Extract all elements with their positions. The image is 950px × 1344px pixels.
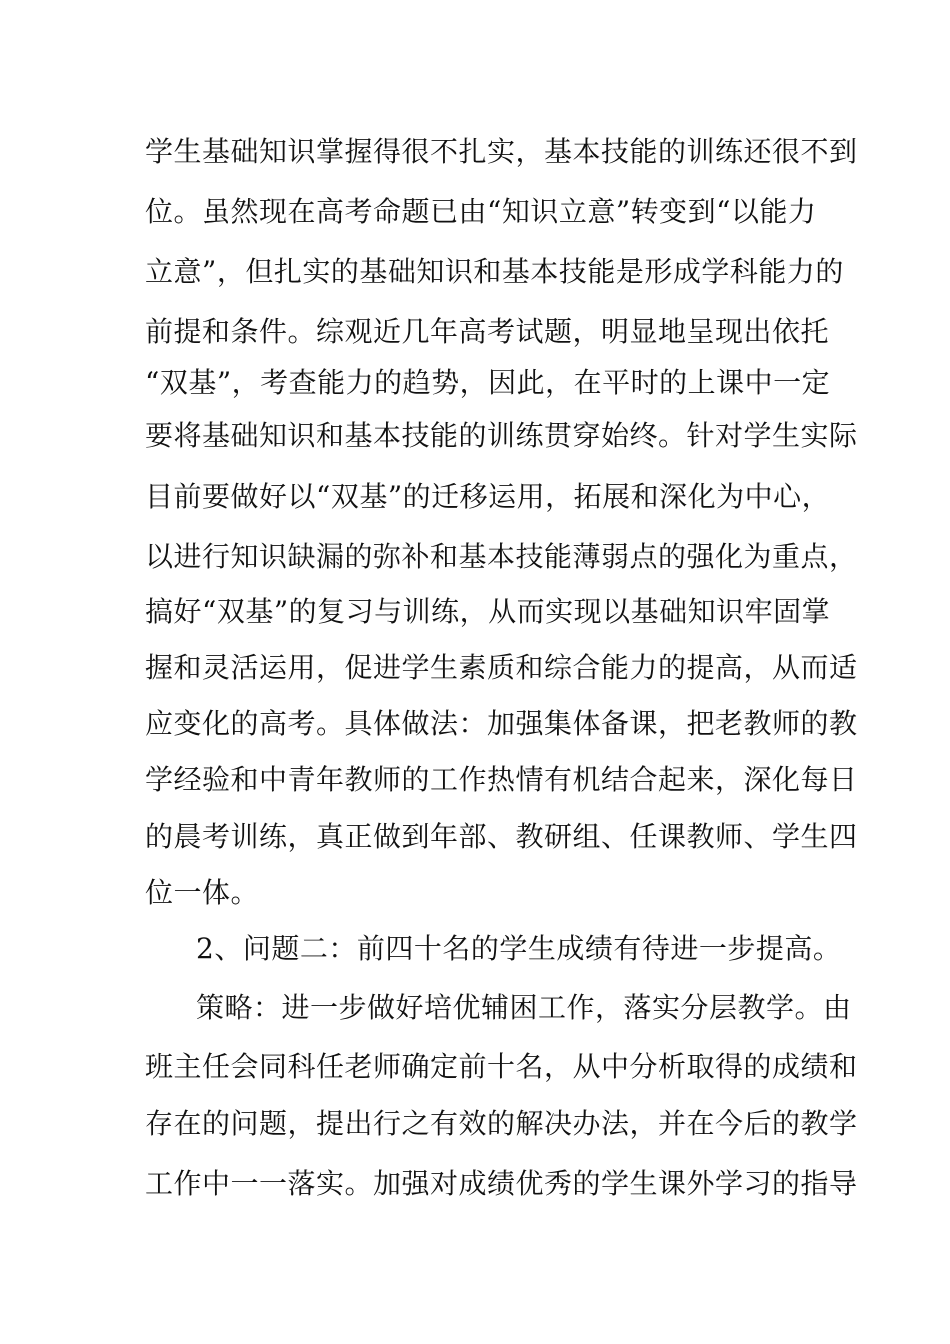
text-line: 学经验和中青年教师的工作热情有机结合起来，深化每日 xyxy=(145,763,858,796)
text-line: 班主任会同科任老师确定前十名，从中分析取得的成绩和 xyxy=(145,1050,858,1083)
text-line: 位。虽然现在高考命题已由“知识立意”转变到“以能力 xyxy=(145,195,817,228)
text-line: 工作中一一落实。加强对成绩优秀的学生课外学习的指导 xyxy=(145,1167,858,1200)
text-line: 以进行知识缺漏的弥补和基本技能薄弱点的强化为重点， xyxy=(145,540,858,573)
text-line: 握和灵活运用，促进学生素质和综合能力的提高，从而适 xyxy=(145,651,858,684)
section-heading: 2、问题二：前四十名的学生成绩有待进一步提高。 xyxy=(196,932,842,965)
text-line: 要将基础知识和基本技能的训练贯穿始终。针对学生实际 xyxy=(145,419,858,452)
text-line: 立意”，但扎实的基础知识和基本技能是形成学科能力的 xyxy=(145,255,844,288)
text-line: 的晨考训练，真正做到年部、教研组、任课教师、学生四 xyxy=(145,820,858,853)
text-line: 搞好“双基”的复习与训练，从而实现以基础知识牢固掌 xyxy=(145,595,831,628)
text-line: 前提和条件。综观近几年高考试题，明显地呈现出依托 xyxy=(145,315,830,348)
text-line: 学生基础知识掌握得很不扎实，基本技能的训练还很不到 xyxy=(145,135,858,168)
text-line: 应变化的高考。具体做法：加强集体备课，把老教师的教 xyxy=(145,707,858,740)
text-line: 位一体。 xyxy=(145,876,260,909)
text-line: 目前要做好以“双基”的迁移运用，拓展和深化为中心， xyxy=(145,480,831,513)
text-line: 策略：进一步做好培优辅困工作，落实分层教学。由 xyxy=(196,991,852,1024)
text-line: “双基”，考查能力的趋势，因此，在平时的上课中一定 xyxy=(145,366,831,399)
text-line: 存在的问题，提出行之有效的解决办法，并在今后的教学 xyxy=(145,1107,858,1140)
